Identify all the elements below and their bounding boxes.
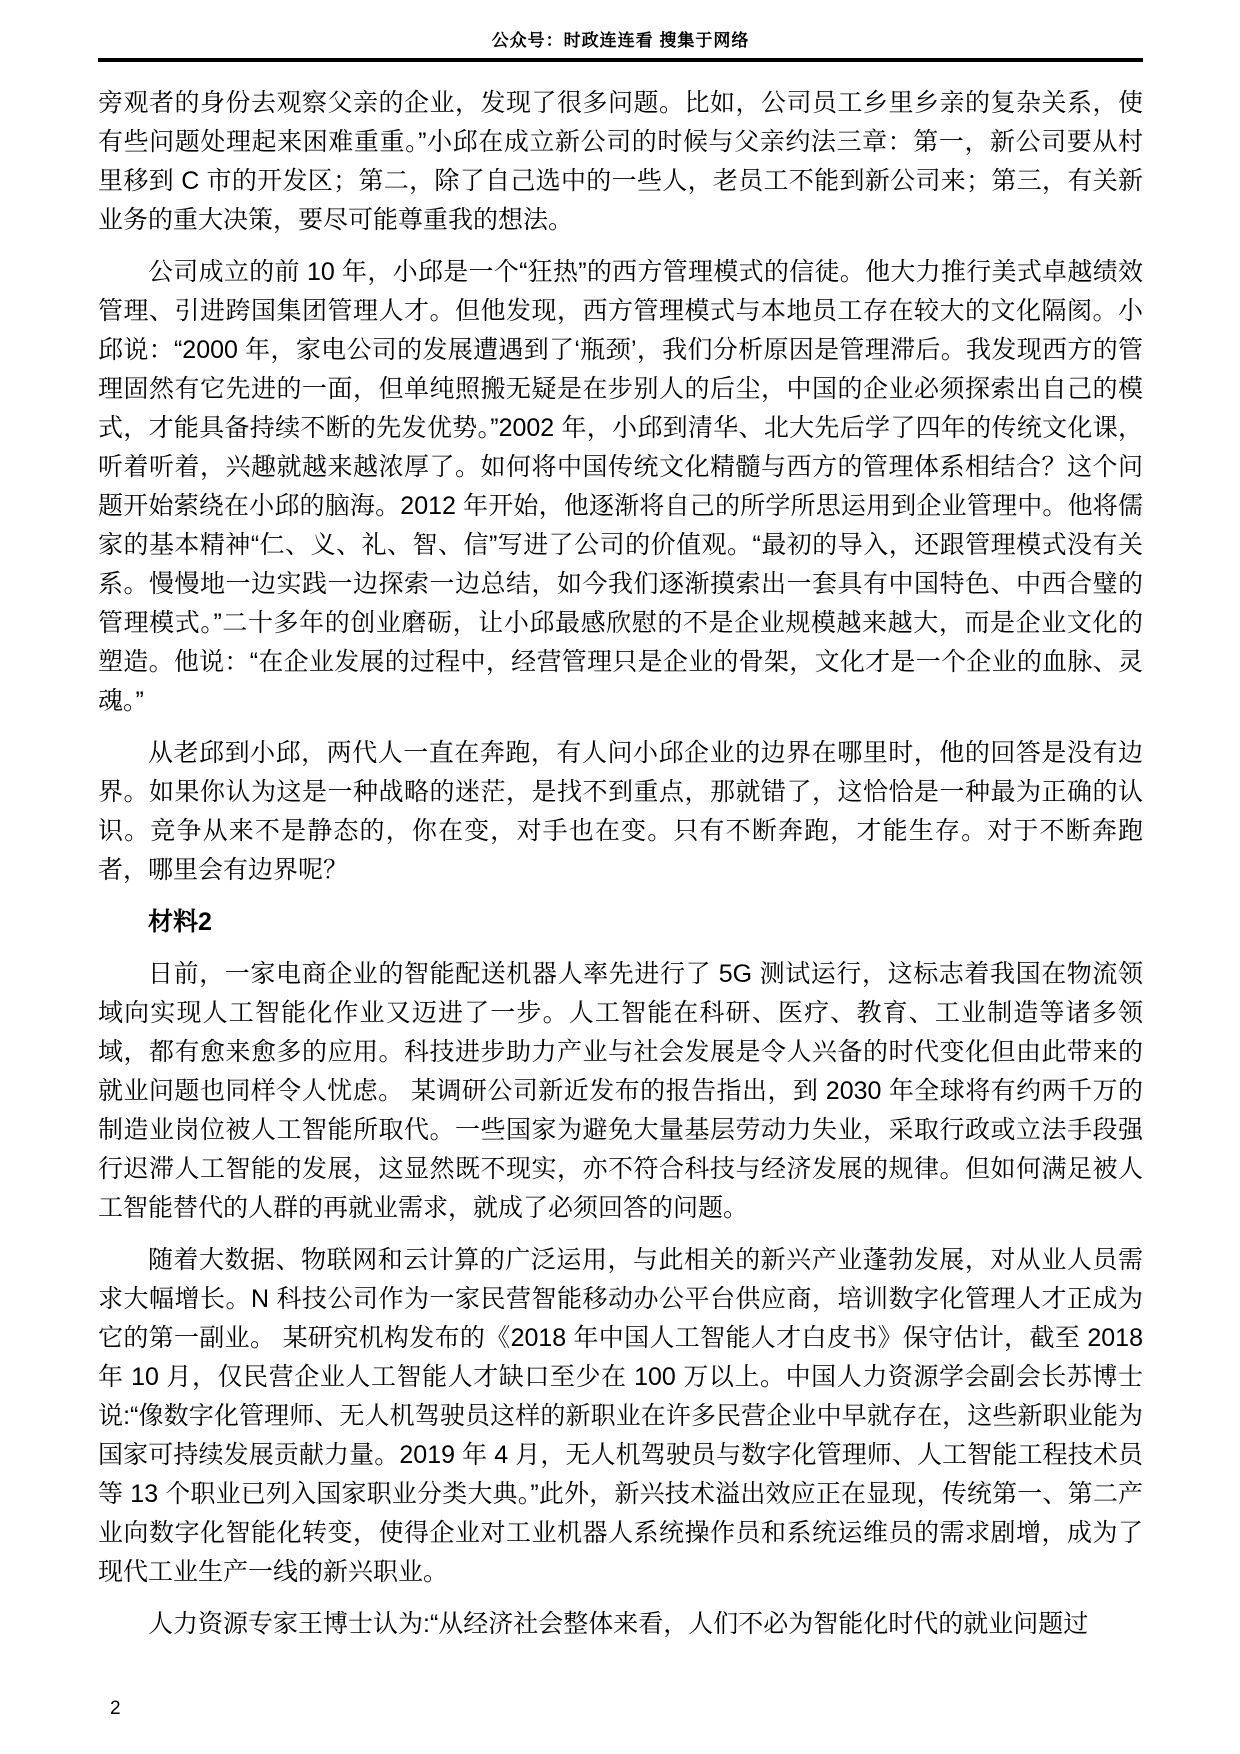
paragraph-company-first-10-years: 公司成立的前 10 年，小邱是一个“狂热”的西方管理模式的信徒。他大力推行美式卓越绩效管理、引进跨国集团管理人才。但他发现，西方管理模式与本地员工存在较大的文化隔阂。小邱说：“2000 年，家电公司的发展遭遇到了‘瓶颈’，我们分析原因是管理滞后。我发现西方的管理固然有它先进的一面，但单纯照搬无疑是在步别人的后尘，中国的企业必须探索出自己的模式，才能具备持续不断的先发优势。”2002 年，小邱到清华、北大先后学了四年的传统文化课，听着听着，兴趣就越来越浓厚了。如何将中国传统文化精髓与西方的管理体系相结合？这个问题开始萦绕在小邱的脑海。2012 年开始，他逐渐将自己的所学所思运用到企业管理中。他将儒家的基本精神“仁、义、礼、智、信”写进了公司的价值观。“最初的导入，还跟管理模式没有关系。慢慢地一边实践一边探索一边总结，如今我们逐渐摸索出一套具有中国特色、中西合璧的管理模式。”二十多年的创业磨砺，让小邱最感欣慰的不是企业规模越来越大，而是企业文化的塑造。他说：“在企业发展的过程中，经营管理只是企业的骨架，文化才是一个企业的血脉、灵魂。” — [98, 258, 1143, 715]
page-header-title: 公众号：时政连连看 搜集于网络 — [491, 31, 750, 50]
paragraph-no-boundary: 从老邱到小邱，两代人一直在奔跑，有人问小邱企业的边界在哪里时，他的回答是没有边界。如果你认为这是一种战略的迷茫，是找不到重点，那就错了，这恰恰是一种最为正确的认识。竞争从来不是静态的，你在变，对手也在变。只有不断奔跑，才能生存。对于不断奔跑者，哪里会有边界呢？ — [98, 739, 1143, 884]
paragraph-expert-wang: 人力资源专家王博士认为:“从经济社会整体来看，人们不必为智能化时代的就业问题过 — [148, 1610, 1089, 1638]
document-body — [98, 84, 1143, 1644]
paragraph-big-data-new-jobs: 随着大数据、物联网和云计算的广泛运用，与此相关的新兴产业蓬勃发展，对从业人员需求大幅增长。N 科技公司作为一家民营智能移动办公平台供应商，培训数字化管理人才正成为它的第一副业。 某研究机构发布的《2018 年中国人工智能人才白皮书》保守估计，截至 2018 年 10 月，仅民营企业人工智能人才缺口至少在 100 万以上。中国人力资源学会副会长苏博士说:“像数字化管理师、无人机驾驶员这样的新职业在许多民营企业中早就存在，这些新职业能为国家可持续发展贡献力量。2019 年 4 月，无人机驾驶员与数字化管理师、人工智能工程技术员等 13 个职业已列入国家职业分类大典。”此外，新兴技术溢出效应正在显现，传统第一、第二产业向数字化智能化转变，使得企业对工业机器人系统操作员和系统运维员的需求剧增，成为了现代工业生产一线的新兴职业。 — [98, 1246, 1143, 1586]
material-2-heading: 材料2 — [148, 908, 212, 936]
paragraph-5g-robot: 日前，一家电商企业的智能配送机器人率先进行了 5G 测试运行，这标志着我国在物流领域向实现人工智能化作业又迈进了一步。人工智能在科研、医疗、教育、工业制造等诸多领域，都有愈来愈多的应用。科技进步助力产业与社会发展是令人兴备的时代变化但由此带来的就业问题也同样令人忧虑。 某调研公司新近发布的报告指出，到 2030 年全球将有约两千万的制造业岗位被人工智能所取代。一些国家为避免大量基层劳动力失业，采取行政或立法手段强行迟滞人工智能的发展，这显然既不现实，亦不符合科技与经济发展的规律。但如何满足被人工智能替代的人群的再就业需求，就成了必须回答的问题。 — [98, 960, 1143, 1222]
page-number: 2 — [110, 1698, 121, 1719]
header-divider — [98, 58, 1143, 62]
paragraph-continued: 旁观者的身份去观察父亲的企业，发现了很多问题。比如，公司员工乡里乡亲的复杂关系，使有些问题处理起来困难重重。”小邱在成立新公司的时候与父亲约法三章：第一，新公司要从村里移到 C 市的开发区；第二，除了自己选中的一些人，老员工不能到新公司来；第三，有关新业务的重大决策，要尽可能尊重我的想法。 — [98, 89, 1143, 234]
